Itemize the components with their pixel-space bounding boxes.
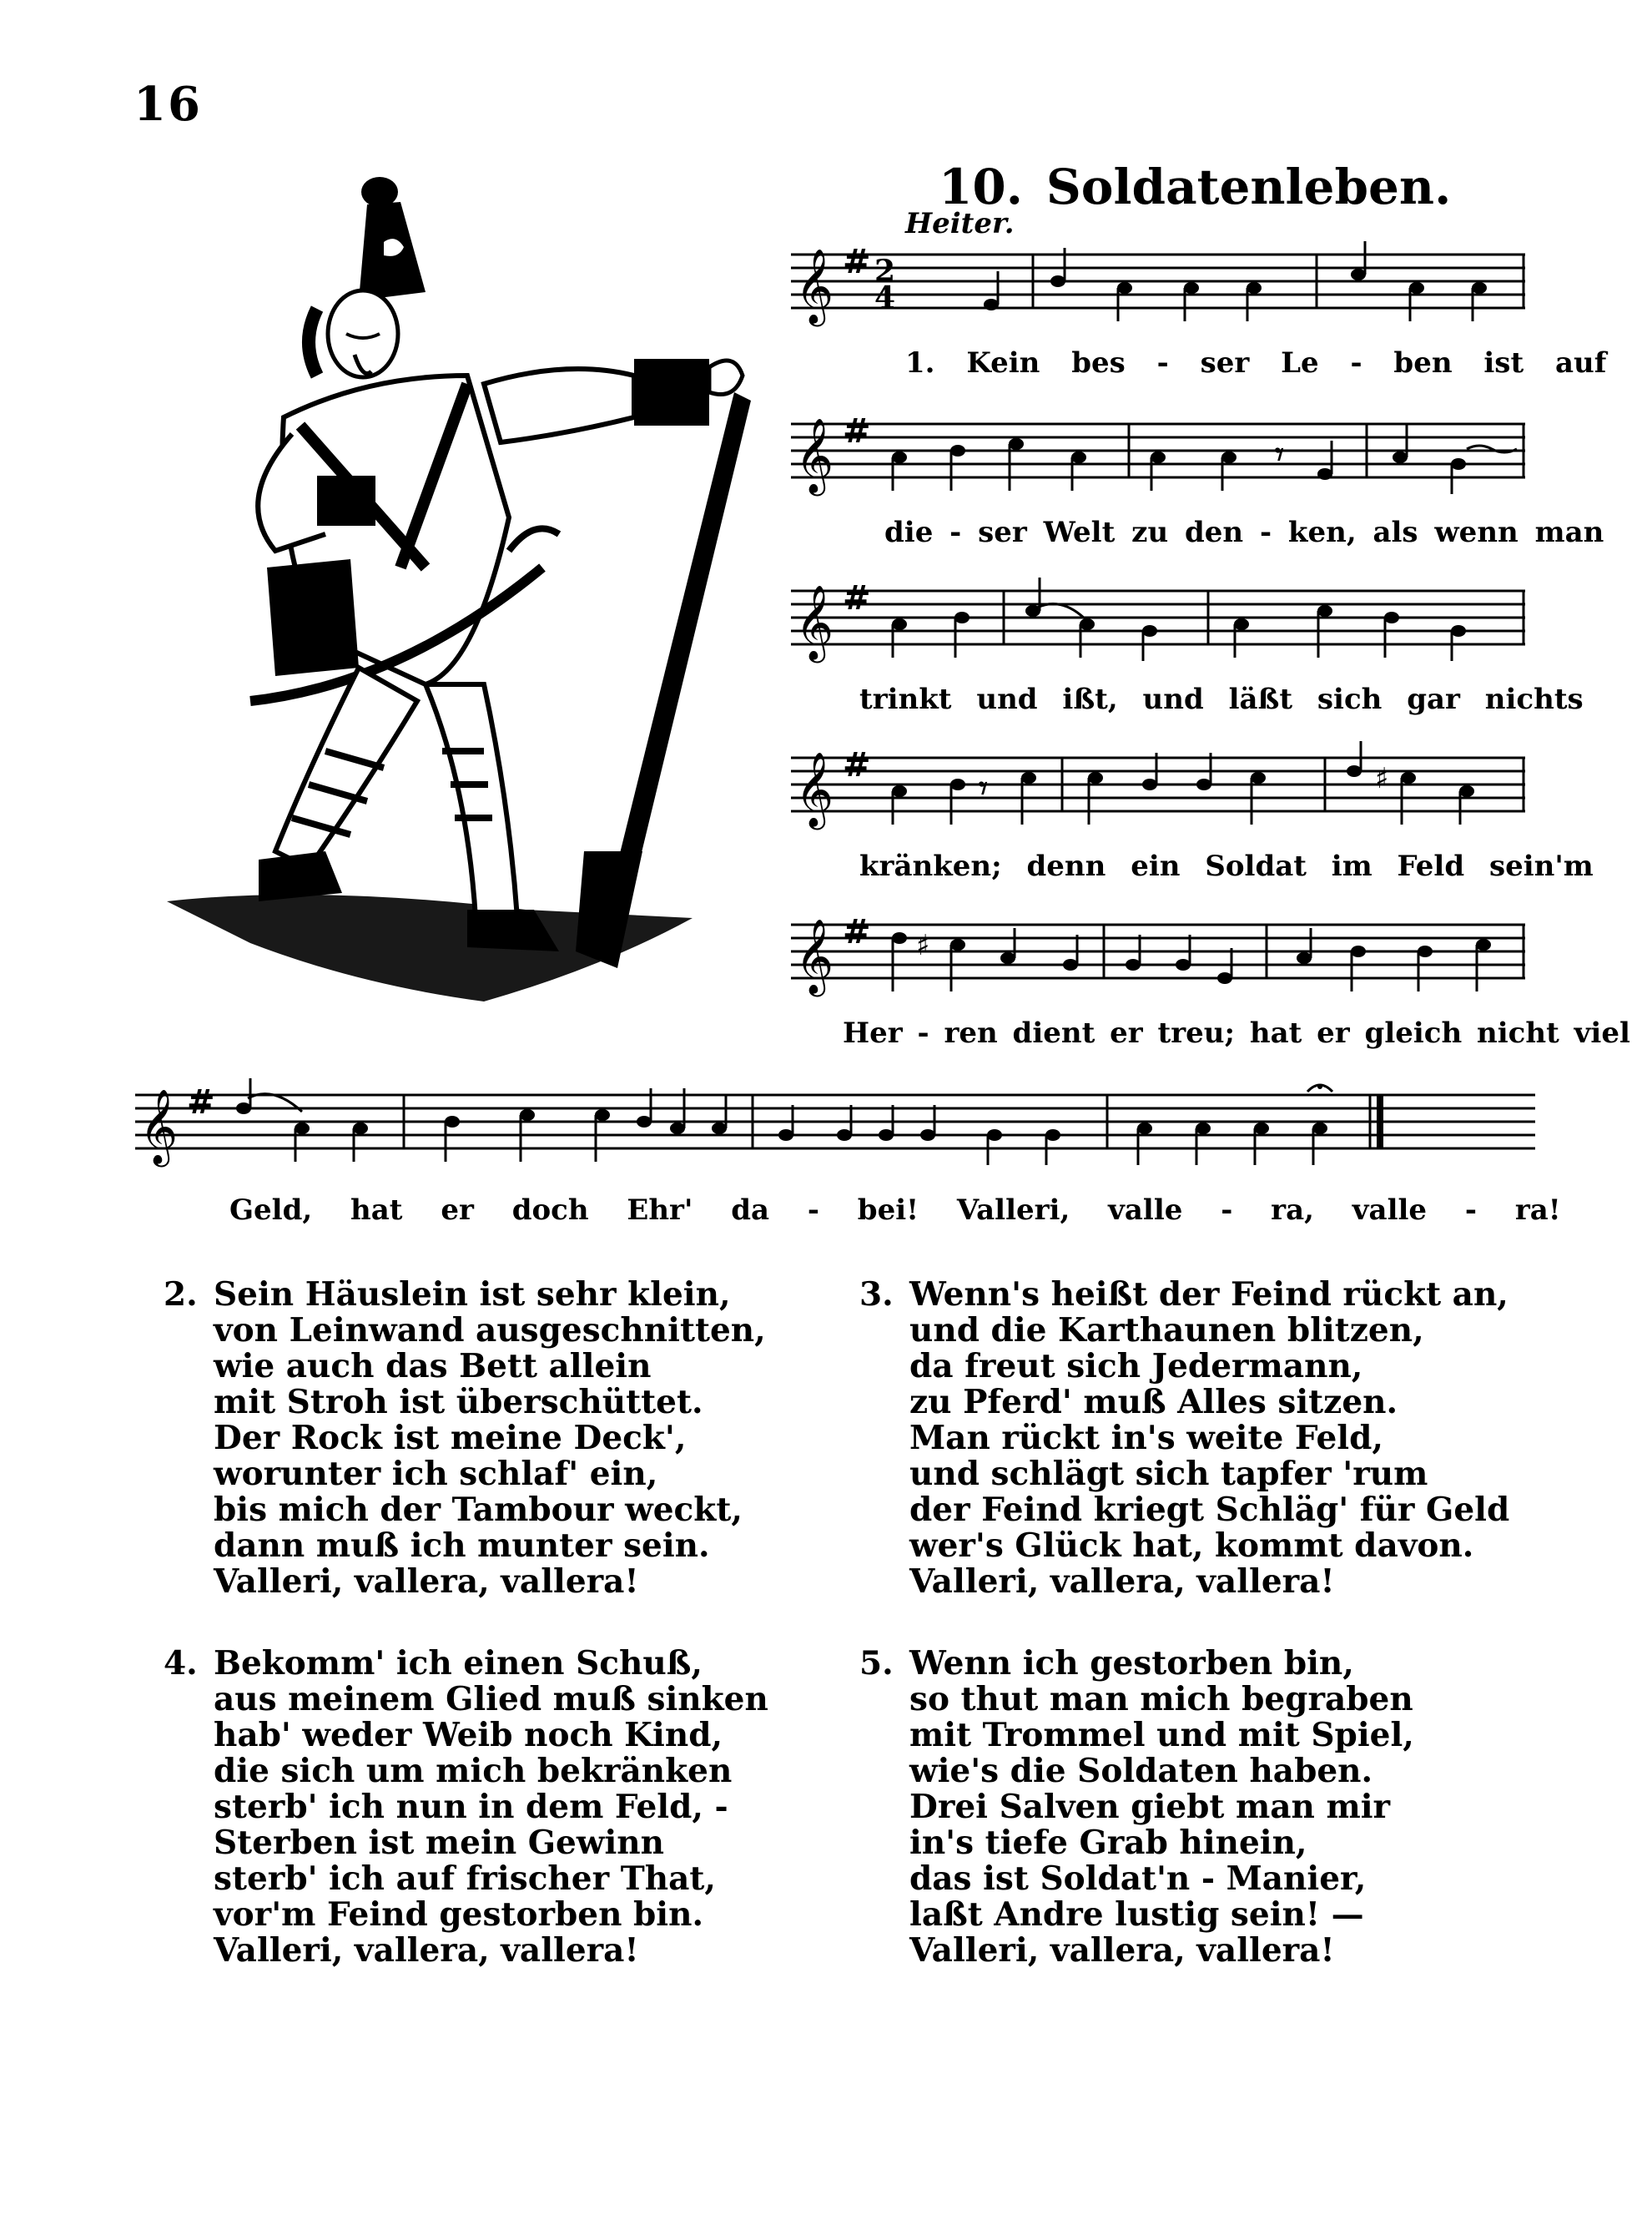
lyric-line-5: Her - ren dient er treu; hat er gleich nicht viel bbox=[843, 1017, 1630, 1050]
verse-line: bis mich der Tambour weckt, bbox=[214, 1491, 743, 1529]
svg-text:♯: ♯ bbox=[1375, 762, 1389, 795]
verse-line: und die Karthaunen blitzen, bbox=[909, 1311, 1424, 1350]
verse-line: vor'm Feind gestorben bin. bbox=[214, 1895, 704, 1934]
verse-line: laßt Andre lustig sein! — bbox=[909, 1895, 1364, 1934]
soldier-illustration bbox=[150, 167, 784, 1043]
music-staff-3 bbox=[791, 574, 1525, 666]
svg-text:#: # bbox=[843, 411, 871, 451]
verse-number: 3. bbox=[859, 1275, 894, 1314]
verse-line: die sich um mich bekränken bbox=[214, 1752, 733, 1790]
verse-line: wie's die Soldaten haben. bbox=[909, 1752, 1373, 1790]
page-number: 16 bbox=[133, 77, 202, 132]
verse-line: in's tiefe Grab hinein, bbox=[909, 1824, 1307, 1862]
song-title bbox=[939, 159, 1451, 215]
music-staff-2 bbox=[791, 407, 1525, 499]
verse-line: mit Stroh ist überschüttet. bbox=[214, 1383, 703, 1421]
svg-text:#: # bbox=[843, 242, 871, 281]
music-staff-5 bbox=[791, 908, 1525, 1000]
svg-text:2: 2 bbox=[874, 254, 896, 289]
verse-line: Drei Salven giebt man mir bbox=[909, 1788, 1391, 1826]
verse-line: mit Trommel und mit Spiel, bbox=[909, 1716, 1414, 1754]
svg-text:♯: ♯ bbox=[916, 929, 930, 962]
svg-text:#: # bbox=[843, 578, 871, 618]
lyric-line-1: 1. Kein bes - ser Le - ben ist auf bbox=[905, 346, 1607, 380]
svg-text:𝄾: 𝄾 bbox=[1275, 435, 1284, 474]
verse-line: das ist Soldat'n - Manier, bbox=[909, 1859, 1367, 1898]
verse-line: Man rückt in's weite Feld, bbox=[909, 1419, 1383, 1457]
svg-text:#: # bbox=[843, 912, 871, 951]
music-staff-6 bbox=[135, 1075, 1535, 1175]
verse-line: so thut man mich begraben bbox=[909, 1680, 1413, 1718]
svg-text:𝄞: 𝄞 bbox=[795, 752, 834, 827]
svg-text:𝄾: 𝄾 bbox=[979, 769, 988, 808]
tempo-marking: Heiter. bbox=[905, 207, 1015, 240]
svg-text:𝄞: 𝄞 bbox=[139, 1089, 179, 1164]
verse-line: dann muß ich munter sein. bbox=[214, 1526, 710, 1565]
svg-text:𝄞: 𝄞 bbox=[795, 249, 834, 324]
verse-line: wer's Glück hat, kommt davon. bbox=[909, 1526, 1474, 1565]
verse-line: aus meinem Glied muß sinken bbox=[214, 1680, 768, 1718]
verse-number: 4. bbox=[164, 1644, 198, 1683]
verse-line: sterb' ich nun in dem Feld, - bbox=[214, 1788, 728, 1826]
verse-line: Sein Häuslein ist sehr klein, bbox=[214, 1275, 731, 1314]
svg-text:#: # bbox=[187, 1082, 215, 1122]
verse-line: Bekomm' ich einen Schuß, bbox=[214, 1644, 703, 1683]
verse-line: sterb' ich auf frischer That, bbox=[214, 1859, 716, 1898]
verse-line: Sterben ist mein Gewinn bbox=[214, 1824, 664, 1862]
svg-text:𝄞: 𝄞 bbox=[795, 418, 834, 493]
verse-line: der Feind kriegt Schläg' für Geld bbox=[909, 1491, 1510, 1529]
verse-number: 5. bbox=[859, 1644, 894, 1683]
svg-text:𝄞: 𝄞 bbox=[795, 585, 834, 660]
verse-line: Valleri, vallera, vallera! bbox=[214, 1931, 639, 1970]
svg-text:#: # bbox=[843, 745, 871, 785]
verse-line: hab' weder Weib noch Kind, bbox=[214, 1716, 723, 1754]
verse-line: Der Rock ist meine Deck', bbox=[214, 1419, 687, 1457]
lyric-line-3: trinkt und ißt, und läßt sich gar nichts bbox=[859, 683, 1584, 716]
svg-text:𝄞: 𝄞 bbox=[795, 919, 834, 994]
verse-line: von Leinwand ausgeschnitten, bbox=[214, 1311, 766, 1350]
verse-line: wie auch das Bett allein bbox=[214, 1347, 652, 1385]
song-number: 10. bbox=[939, 159, 1023, 215]
verse-line: Valleri, vallera, vallera! bbox=[909, 1931, 1335, 1970]
verse-line: worunter ich schlaf' ein, bbox=[214, 1455, 658, 1493]
verse-line: Wenn's heißt der Feind rückt an, bbox=[909, 1275, 1508, 1314]
music-staff-4 bbox=[791, 741, 1525, 833]
lyric-line-4: kränken; denn ein Soldat im Feld sein'm bbox=[859, 850, 1594, 883]
verse-number: 2. bbox=[164, 1275, 198, 1314]
lyric-line-6: Geld, hat er doch Ehr' da - bei! Valleri, valle - ra, valle - ra! bbox=[229, 1193, 1561, 1227]
verse-line: zu Pferd' muß Alles sitzen. bbox=[909, 1383, 1398, 1421]
lyric-line-2: die - ser Welt zu den - ken, als wenn man bbox=[884, 516, 1604, 549]
svg-text:4: 4 bbox=[874, 280, 896, 315]
verse-line: da freut sich Jedermann, bbox=[909, 1347, 1363, 1385]
verse-line: Valleri, vallera, vallera! bbox=[214, 1562, 639, 1601]
song-title-text: Soldatenleben. bbox=[1045, 159, 1452, 215]
verse-line: Valleri, vallera, vallera! bbox=[909, 1562, 1335, 1601]
music-staff-1 bbox=[791, 238, 1525, 330]
verse-line: Wenn ich gestorben bin, bbox=[909, 1644, 1354, 1683]
verse-line: und schlägt sich tapfer 'rum bbox=[909, 1455, 1428, 1493]
